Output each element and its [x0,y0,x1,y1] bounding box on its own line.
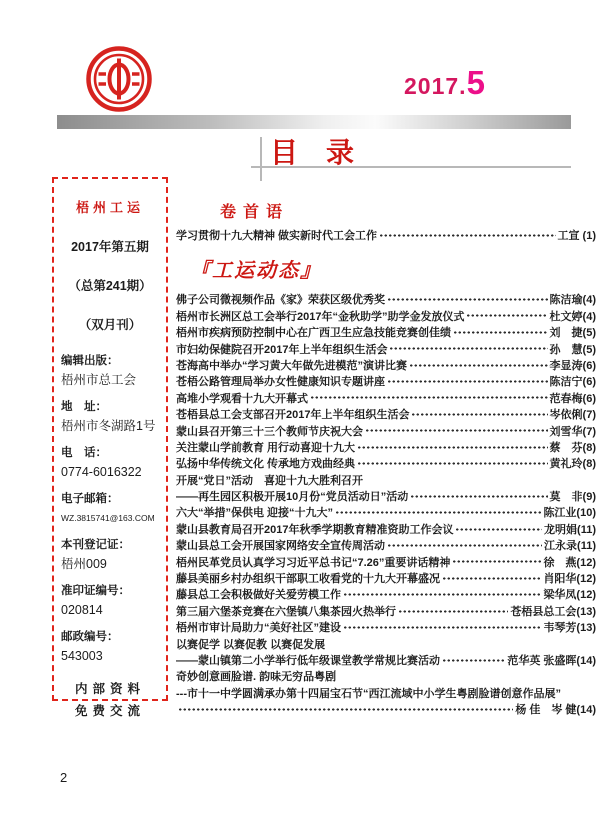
sidebar-field-label: 准印证编号： [61,585,130,597]
toc-entry [176,227,596,243]
toc-entry [176,488,596,504]
toc-entry [176,668,596,684]
toc-entry-author-page: 龙明娟(11) [544,523,596,536]
dot-leader [409,364,548,367]
notice-line-2: 免费交流 [74,704,145,718]
sidebar-field-label: 编辑出版： [61,355,119,367]
dot-leader [455,528,542,531]
toc-entry-title: 蒙山县教育局召开2017年秋季学期教育精准资助工作会议 [176,523,454,536]
toc-entry-title: 六大“举措”保供电 迎接“十九大” [176,507,334,520]
dot-leader [178,708,513,711]
toc-entry-author-page: 工宣 (1) [557,230,596,242]
toc-entry-author-page: 刘雪华(7) [549,425,596,438]
toc-entry-title: 奇妙创意画脸谱. 韵味无穷品粤剧 [176,671,337,684]
toc-entry-title: ——蒙山镇第二小学举行低年级课堂教学常规比赛活动 [176,654,440,667]
toc-main [176,199,596,718]
toc-entry-author-page: 梁华凤(12) [543,589,596,602]
toc-entry [176,586,596,602]
toc-entry-author-page: 范华英 张盛晖(14) [507,654,596,667]
toc-entry [176,521,596,537]
issue-number [404,64,485,102]
toc-entry-author-page: 江永录(11) [544,540,596,553]
toc-entry [176,439,596,455]
toc-entry-title: 弘扬中华传统文化 传承地方戏曲经典 [176,458,356,471]
sidebar-field [61,444,159,482]
toc-entry-title: 藤县总工会积极做好关爱劳模工作 [176,589,341,602]
dot-leader [343,626,541,629]
section-heading-gongyundongtai: 『工运动态』 [190,260,322,283]
toc-entry [176,341,596,357]
sidebar-field-label: 电 话： [61,447,107,459]
dot-leader [335,511,541,514]
trade-union-emblem-icon [85,45,153,113]
dot-leader [411,413,547,416]
sidebar-field [61,536,159,574]
masthead-fields [61,352,159,666]
sidebar-field [61,628,159,666]
toc-entry-title: 蒙山县总工会开展国家网络安全宣传周活动 [176,540,385,553]
toc-entry [176,308,596,324]
toc-entry [176,406,596,422]
toc-entry-title: 梧州市审计局助力“美好社区”建设 [176,622,341,635]
toc-entry-author-page: 肖阳华(12) [543,573,596,586]
toc-entry-author-page: 陈洁宁(6) [549,376,596,389]
dot-leader [442,659,505,662]
toc-entry-title: 蒙山县召开第三十三个教师节庆祝大会 [176,425,363,438]
toc-entry [176,636,596,652]
dot-leader [410,495,547,498]
dot-leader [389,347,547,350]
toc-entry-title: 学习贯彻十九大精神 做实新时代工会工作 [176,230,378,242]
dot-leader [357,446,547,449]
dot-leader [453,331,548,334]
toc-entry [176,603,596,619]
toc-title-vertical-line [260,137,262,181]
toc-entry [176,423,596,439]
masthead-sidebar [52,177,168,718]
toc-entry-author-page: 苍梧县总工会(13) [510,605,596,618]
toc-entry [176,324,596,340]
dot-leader [365,429,548,432]
frequency-line: （双月刊） [78,318,142,332]
toc-entry-author-page: 徐 燕(12) [543,556,596,569]
toc-entry-author-page: 蔡 芬(8) [549,441,596,454]
dot-leader [442,577,541,580]
toc-entry-author-page: 杨 佳 岑 健(14) [515,704,596,717]
toc-entry-author-page: 范春梅(6) [549,392,596,405]
toc-entry-author-page: 陈江业(10) [543,507,596,520]
sidebar-field-value: 020814 [61,603,103,617]
toc-entry [176,652,596,668]
toc-entry-title: 第三届六堡茶竞赛在六堡镇八集茶园火热举行 [176,605,396,618]
toc-list-gongyundongtai [176,291,596,717]
issue-line: 2017年第五期 [71,240,149,254]
dot-leader [310,396,548,399]
toc-entry-author-page: 孙 慧(5) [549,343,596,356]
toc-entry-author-page: 莫 非(9) [549,491,596,504]
toc-entry-author-page: 刘 捷(5) [549,327,596,340]
toc-entry-title: 藤县美丽乡村办组织干部职工收看党的十九大开幕盛况 [176,573,440,586]
toc-entry-title: 梧州民革党员认真学习习近平总书记“7.26”重要讲话精神 [176,556,451,569]
toc-entry [176,504,596,520]
toc-entry [176,357,596,373]
sidebar-field-label: 本刊登记证： [61,539,130,551]
sidebar-field-label: 电子邮箱： [61,493,119,505]
toc-entry-title: 高堆小学观看十九大开幕式 [176,392,308,405]
toc-entry-title: ——再生园区积极开展10月份“党员活动日”活动 [176,491,409,504]
sidebar-field [61,398,159,436]
sidebar-field [61,490,159,528]
toc-entry-title: 市妇幼保健院召开2017年上半年组织生活会 [176,343,388,356]
sidebar-field [61,352,159,390]
dot-leader [387,298,548,301]
toc-entry [176,554,596,570]
toc-entry-title: ---市十一中学圆满承办第十四届宝石节“西江流域中小学生粤剧脸谱创意作品展” [176,687,561,700]
sidebar-field-value: 梧州市总工会 [61,373,137,387]
dot-leader [379,234,555,237]
header-divider-bar [57,115,571,129]
dot-leader [466,314,547,317]
toc-entry-title: 苍梧县总工会支部召开2017年上半年组织生活会 [176,409,410,422]
toc-entry [176,291,596,307]
toc-entry [176,701,596,717]
section-heading-juanshouyu: 卷首语 [220,204,290,221]
notice-line-1: 内部资料 [74,682,145,696]
sidebar-field-label: 邮政编号： [61,631,119,643]
sidebar-field-value: 梧州市冬湖路1号 [61,419,156,433]
toc-entry-title: 苍梧公路管理局举办女性健康知识专题讲座 [176,376,385,389]
dot-leader [398,610,508,613]
toc-entry [176,570,596,586]
toc-entry-title: 苍海高中举办“学习黄大年做先进模范”演讲比赛 [176,359,407,372]
dot-leader [357,462,547,465]
toc-entry-title: 梧州市疾病预防控制中心在广西卫生应急技能竞赛创佳绩 [176,327,451,340]
toc-entry-author-page: 李显涛(6) [549,359,596,372]
issue-month: 5 [466,64,485,101]
dot-leader [343,593,541,596]
toc-entry-author-page: 韦琴芳(13) [543,622,596,635]
toc-entry [176,619,596,635]
toc-entry [176,390,596,406]
toc-entry [176,537,596,553]
sidebar-field-label: 地 址： [61,401,107,413]
toc-entry-author-page: 岑依俐(7) [549,409,596,422]
toc-entry [176,373,596,389]
sidebar-field-value: WZ.3815741@163.COM [61,513,155,523]
toc-entry-author-page: 杜文婷(4) [549,310,596,323]
toc-entry-title: 关注蒙山学前教育 用行动喜迎十九大 [176,441,356,454]
journal-title: 梧州工运 [75,200,144,215]
toc-entry-author-page: 陈洁瑜(4) [549,294,596,307]
page-number: 2 [60,770,68,785]
sidebar-field-value: 梧州009 [61,557,107,571]
sidebar-field-value: 543003 [61,649,103,663]
toc-entry-title: 以赛促学 以赛促教 以赛促发展 [176,638,326,651]
dot-leader [387,380,548,383]
toc-title: 目 录 [270,138,355,169]
toc-entry [176,685,596,701]
sidebar-field [61,582,159,620]
toc-entry-author-page: 黄礼玲(8) [549,458,596,471]
sidebar-field-value: 0774-6016322 [61,465,142,479]
dot-leader [387,544,542,547]
total-issue-line: （总第241期） [68,279,152,293]
toc-entry [176,455,596,471]
toc-list-juanshouyu [176,227,596,243]
dot-leader [452,560,541,563]
toc-entry [176,472,596,488]
toc-entry-title: 梧州市长洲区总工会举行2017年“金秋助学”助学金发放仪式 [176,310,465,323]
issue-year: 2017. [404,73,467,99]
toc-entry-title: 开展“党日”活动 喜迎十九大胜利召开 [176,474,363,487]
toc-entry-title: 佛子公司微视频作品《家》荣获区级优秀奖 [176,294,385,307]
